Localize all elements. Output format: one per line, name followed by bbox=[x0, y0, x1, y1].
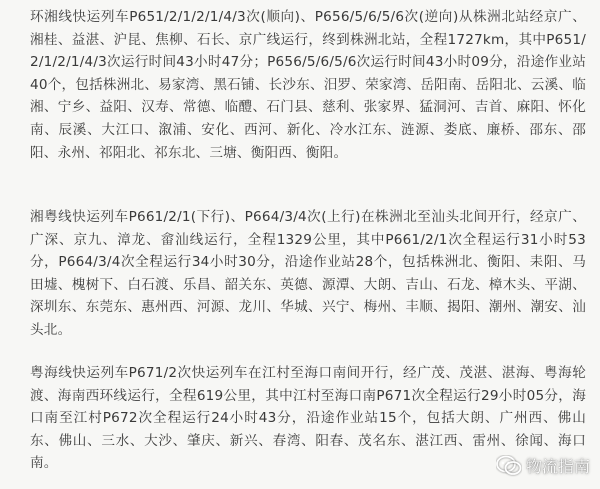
paragraph-xiangxiang-line: 环湘线快运列车P651/2/1/2/1/4/3次(顺向)、P656/5/6/5/6次(逆向)从株洲北站经京广、湘桂、益湛、沪昆、焦柳、石长、京广线运行，终到株洲北站，全程1727km，其中P651/2/1/2/1/4/3次运行时间43小时47分；P656/5/6/5/6次运行时间43小时09分，沿途作业站40个，包括株洲北、易家湾、黑石铺、长沙东、汨罗、荣家湾、岳阳南、岳阳北、云溪、临湘、宁乡、益阳、汉寿、常德、临醴、石门县、慈利、张家界、猛洞河、吉首、麻阳、怀化南、辰溪、大江口、溆浦、安化、西河、新化、冷水江东、涟源、娄底、廉桥、邵东、邵阳、永州、祁阳北、祁东北、三塘、衡阳西、衡阳。 bbox=[30, 9, 586, 161]
paragraph-xiangyue-line: 湘粤线快运列车P661/2/1(下行)、P664/3/4次(上行)在株洲北至汕头北间开行，经京广、广深、京九、漳龙、畲汕线运行，全程1329公里，其中P661/2/1次全程运行31小时53分，P664/3/4次全程运行34小时30分，沿途作业站28个，包括株洲北、衡阳、耒阳、马田墟、槐树下、白石渡、乐昌、韶关东、英德、源潭、大朗、吉山、石龙、樟木头、平湖、深圳东、东莞东、惠州西、河源、龙川、华城、兴宁、梅州、丰顺、揭阳、潮州、潮安、汕头北。 bbox=[30, 209, 586, 338]
watermark-text: 物流指南 bbox=[525, 457, 590, 476]
watermark bbox=[496, 454, 590, 477]
paragraph-yuehai-line: 粤海线快运列车P671/2次快运列车在江村至海口南间开行，经广茂、茂湛、湛海、粤海轮渡、海南西环线运行，全程619公里，其中江村至海口南P671次全程运行29小时05分，海口南至江村P672次全程运行24小时43分，沿途作业站15个，包括大朗、广州西、佛山东、佛山、三水、大沙、肇庆、新兴、春湾、阳春、茂名东、湛江西、雷州、徐闻、海口南。 bbox=[30, 365, 586, 472]
wechat-bubble-icon bbox=[496, 455, 522, 477]
